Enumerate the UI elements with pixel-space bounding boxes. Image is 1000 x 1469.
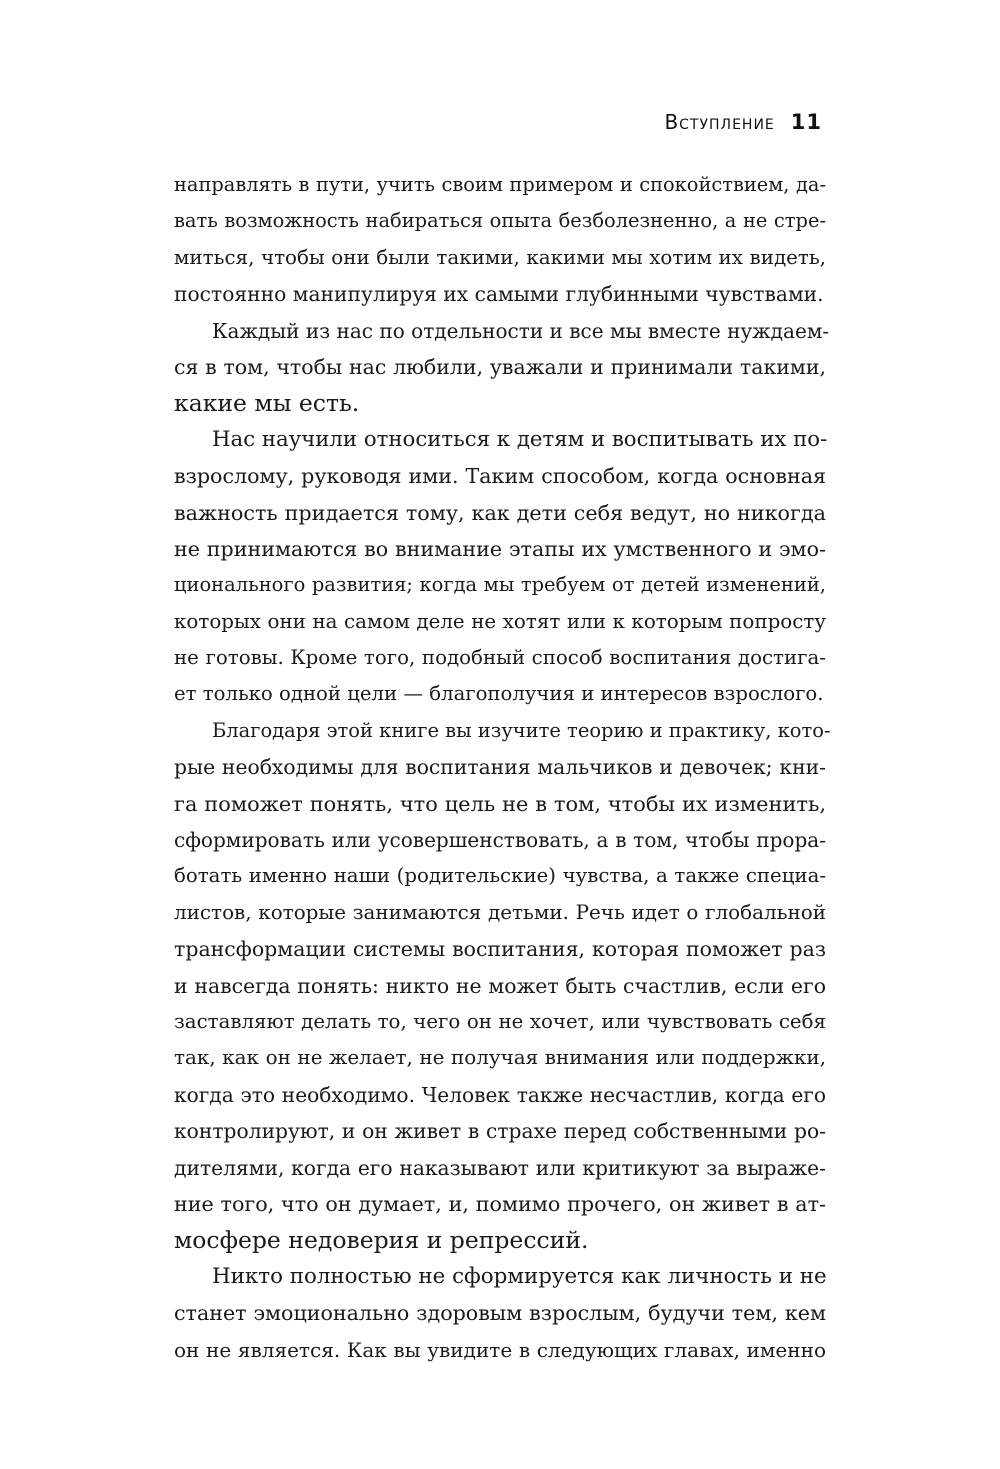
text-line: так, как он не желает, не получая внимания или поддержки,: [174, 1046, 826, 1070]
text-line: которых они на самом деле не хотят или к которым попросту: [174, 609, 826, 633]
text-line: он не является. Как вы увидите в следующих главах, именно: [174, 1337, 826, 1362]
paragraph-4: [174, 713, 831, 1259]
text-line: не готовы. Кроме того, подобный способ воспитания достига-: [174, 646, 826, 670]
text-line: станет эмоционально здоровым взрослым, будучи тем, кем: [174, 1301, 826, 1326]
body-text: [174, 167, 831, 1368]
text-line: заставляют делать то, чего он не хочет, или чувствовать себя: [174, 1009, 826, 1033]
paragraph-3: [174, 422, 826, 713]
text-line: мосфере недоверия и репрессий.: [174, 1226, 589, 1255]
text-line: ет только одной цели — благополучия и интересов взрослого.: [174, 682, 824, 706]
paragraph-5: [174, 1259, 826, 1368]
text-line: постоянно манипулируя их самыми глубинными чувствами.: [174, 282, 824, 307]
text-line: Благодаря этой книге вы изучите теорию и практику, кото-: [212, 718, 831, 742]
text-line: Каждый из нас по отдельности и все мы вместе нуждаем-: [212, 318, 830, 343]
text-line: важность придается тому, как дети себя ведут, но никогда: [174, 500, 826, 525]
paragraph-1: [174, 167, 826, 313]
paragraph-2: [174, 313, 830, 422]
text-line: контролируют, и он живет в страхе перед собственными ро-: [174, 1119, 826, 1144]
text-line: Нас научили относиться к детям и воспитывать их по-: [212, 426, 828, 452]
text-line: ботать именно наши (родительские) чувства, а также специа-: [174, 864, 826, 888]
text-line: взрослому, руководя ими. Таким способом, когда основная: [174, 464, 826, 489]
section-title: Вступление: [664, 110, 775, 134]
text-line: вать возможность набираться опыта безболезненно, а не стре-: [174, 209, 826, 233]
text-line: какие мы есть.: [174, 389, 360, 418]
text-line: листов, которые занимаются детьми. Речь идет о глобальной: [174, 900, 826, 924]
text-line: миться, чтобы они были такими, какими мы хотим их видеть,: [174, 245, 826, 269]
text-line: и навсегда понять: никто не может быть счастлив, если его: [174, 973, 826, 998]
text-line: когда это необходимо. Человек также несчастлив, когда его: [174, 1082, 826, 1107]
page-number: 11: [790, 110, 822, 134]
text-line: ционального развития; когда мы требуем от детей изменений,: [174, 573, 826, 597]
text-line: ние того, что он думает, и, помимо прочего, он живет в ат-: [174, 1191, 826, 1216]
text-line: рые необходимы для воспитания мальчиков и девочек; кни-: [174, 755, 826, 780]
text-line: не принимаются во внимание этапы их умственного и эмо-: [174, 536, 826, 561]
text-line: трансформации системы воспитания, которая поможет раз: [174, 937, 826, 962]
text-line: га поможет понять, что цель не в том, чтобы их изменить,: [174, 791, 826, 816]
text-line: дителями, когда его наказывают или критикуют за выраже-: [174, 1155, 826, 1180]
text-line: сформировать или усовершенствовать, а в том, чтобы прора-: [174, 828, 826, 853]
text-line: Никто полностью не сформируется как личность и не: [212, 1263, 827, 1289]
text-line: ся в том, чтобы нас любили, уважали и принимали такими,: [174, 354, 826, 379]
text-line: направлять в пути, учить своим примером и спокойствием, да-: [174, 173, 826, 196]
running-header: [664, 110, 822, 134]
